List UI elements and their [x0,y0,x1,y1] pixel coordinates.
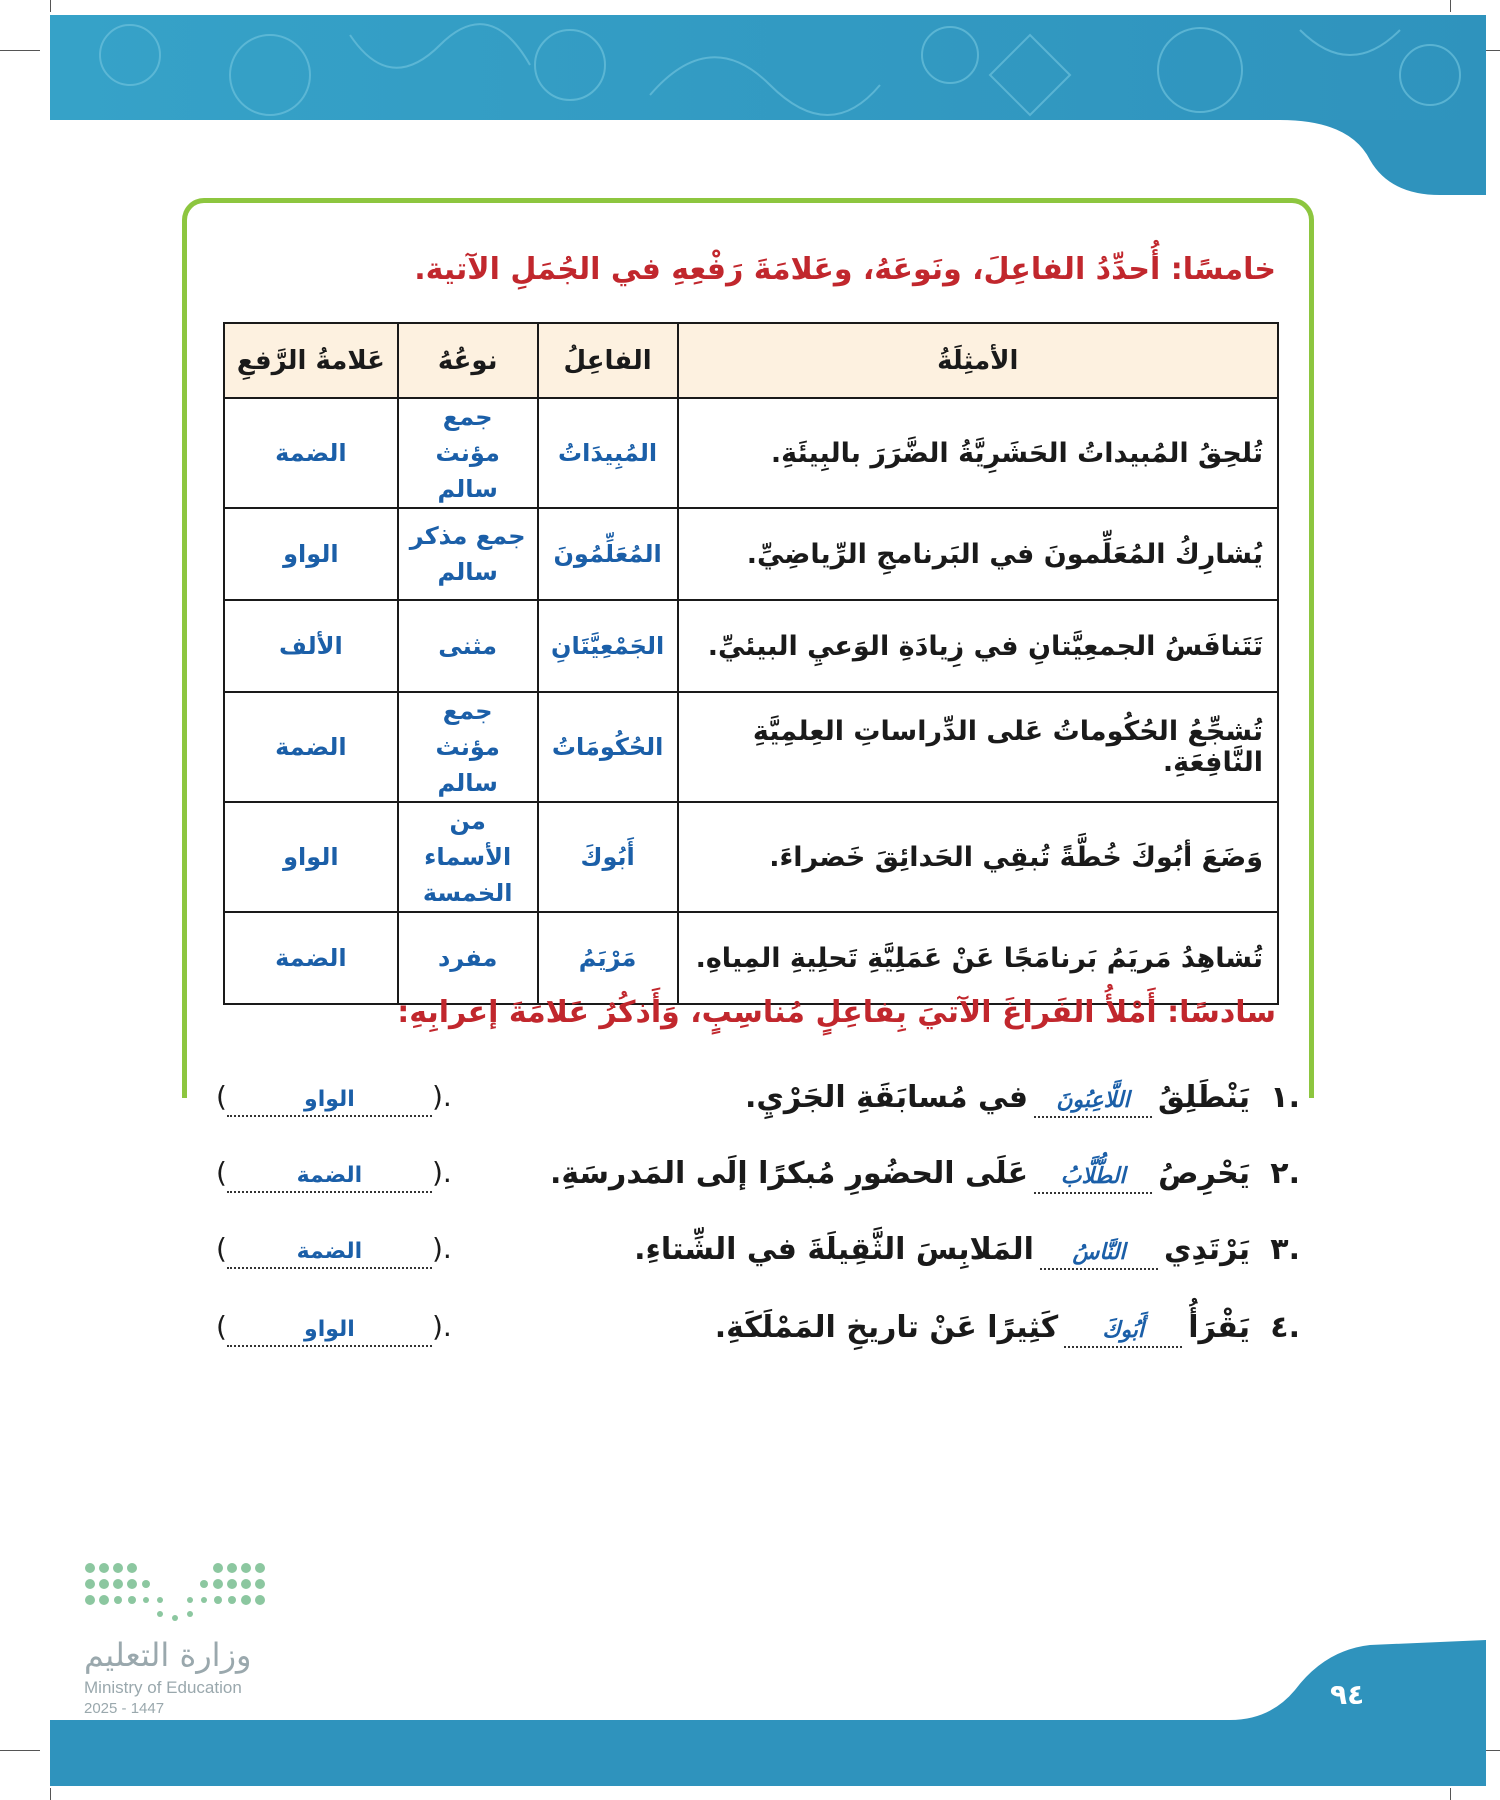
section6-title: سادسًا: أَمْلأُ الفَراغَ الآتيَ بِفاعِلٍ مُناسِبٍ، وَأَذكُرُ عَلامَةَ إعرابِهِ: [397,995,1276,1030]
band-curve [1280,120,1486,200]
table-row [224,912,1278,1004]
mark-blank: الواو [227,1315,432,1347]
sentence-start: يَقْرَأُ [1188,1310,1250,1345]
answer-subject: مَرْيَمُ [538,912,678,1004]
answer-mark: الواو [224,802,398,912]
ministry-logo-arabic: وزارة التعليم [84,1636,252,1674]
mark-parenthetical: ( الواو ). [216,1310,452,1347]
sentence-start: يَرْتَدِي [1163,1232,1250,1267]
exercise-item [200,1072,1300,1128]
crop-mark [1450,1788,1451,1800]
top-decorative-band [50,15,1486,120]
exercise-item [200,1224,1300,1280]
answer-type: جمع مؤنث سالم [398,692,538,802]
answer-subject: الحُكُومَاتُ [538,692,678,802]
answer-blank: أَبُوكَ [1064,1316,1182,1348]
crop-mark [50,0,51,12]
header-type: نوعُهُ [398,323,538,398]
page-number: ٩٤ [1330,1678,1365,1711]
exercise-number: ٢. [1270,1156,1300,1191]
answer-type: جمع مذكر سالم [398,508,538,600]
example-sentence: تُشجِّعُ الحُكُوماتُ عَلى الدِّراساتِ العِلمِيَّةِ النَّافِعَةِ. [678,692,1278,802]
answer-mark: الضمة [224,692,398,802]
sentence-end: كَثِيرًا عَنْ تاريخِ المَمْلَكَةِ. [714,1310,1059,1345]
answer-blank: النَّاسُ [1040,1238,1158,1270]
ministry-logo-year: 2025 - 1447 [84,1700,165,1717]
ministry-logo-icon [82,1560,268,1630]
example-sentence: يُشارِكُ المُعَلِّمونَ في البَرنامجِ الرِّياضِيِّ. [678,508,1278,600]
table-header-row [224,323,1278,398]
example-sentence: وَضَعَ أبُوكَ خُطَّةً تُبقِي الحَدائِقَ خَضراءَ. [678,802,1278,912]
answer-blank: الطُّلَّابُ [1034,1162,1152,1194]
answer-type: مثنى [398,600,538,692]
header-examples: الأمثِلَةُ [678,323,1278,398]
sentence-end: عَلَى الحضُورِ مُبكرًا إلَى المَدرسَةِ. [549,1156,1029,1191]
answer-type: مفرد [398,912,538,1004]
example-sentence: تُلحِقُ المُبيداتُ الحَشَرِيَّةُ الضَّرَرَ بالبِيئَةِ. [678,398,1278,508]
exercise-number: ٣. [1270,1232,1300,1267]
mark-parenthetical: ( الواو ). [216,1080,452,1117]
sentence-start: يَحْرِصُ [1158,1156,1250,1191]
bottom-decorative-band [50,1640,1486,1786]
exercise-item [200,1148,1300,1204]
crop-mark [0,50,40,51]
answer-subject: المُبِيدَاتُ [538,398,678,508]
header-subject: الفاعِلُ [538,323,678,398]
table-row [224,398,1278,508]
exercise-number: ٤. [1270,1310,1300,1345]
answer-mark: الألف [224,600,398,692]
exercise-sentence [634,1232,1250,1270]
answer-mark: الضمة [224,912,398,1004]
sentence-end: في مُسابَقَةِ الجَرْيِ. [744,1080,1028,1115]
exercise-sentence [745,1080,1250,1118]
subject-table [223,322,1279,1005]
answer-mark: الضمة [224,398,398,508]
crop-mark [1450,0,1451,12]
section5-title: خامسًا: أُحدِّدُ الفاعِلَ، ونَوعَهُ، وعَلامَةَ رَفْعِهِ في الجُمَلِ الآتية. [414,252,1276,287]
example-sentence: تُشاهِدُ مَريَمُ بَرنامَجًا عَنْ عَمَلِيَّةِ تَحلِيةِ المِياهِ. [678,912,1278,1004]
sentence-end: المَلابِسَ الثَّقِيلَةَ في الشِّتاءِ. [634,1232,1034,1267]
answer-subject: الجَمْعِيَّتَانِ [538,600,678,692]
mark-blank: الواو [227,1085,432,1117]
answer-subject: المُعَلِّمُونَ [538,508,678,600]
exercise-sentence [715,1310,1250,1348]
answer-blank: اللَّاعِبُونَ [1034,1086,1152,1118]
example-sentence: تَتَنافَسُ الجمعِيَّتانِ في زِيادَةِ الوَعيِ البيئيِّ. [678,600,1278,692]
table-row [224,508,1278,600]
answer-mark: الواو [224,508,398,600]
sentence-start: يَنْطَلِقُ [1157,1080,1250,1115]
mark-parenthetical: ( الضمة ). [216,1232,452,1269]
mark-blank: الضمة [227,1237,432,1269]
answer-subject: أَبُوكَ [538,802,678,912]
exercise-number: ١. [1270,1080,1300,1115]
crop-mark [0,1750,40,1751]
crop-mark [50,1788,51,1800]
mark-blank: الضمة [227,1161,432,1193]
answer-type: جمع مؤنث سالم [398,398,538,508]
ministry-logo-english: Ministry of Education [84,1678,242,1697]
table-row [224,600,1278,692]
exercise-item [200,1302,1300,1358]
table-row [224,802,1278,912]
answer-type: من الأسماء الخمسة [398,802,538,912]
table-row [224,692,1278,802]
header-mark: عَلامةُ الرَّفعِ [224,323,398,398]
exercise-sentence [550,1156,1250,1194]
mark-parenthetical: ( الضمة ). [216,1156,452,1193]
